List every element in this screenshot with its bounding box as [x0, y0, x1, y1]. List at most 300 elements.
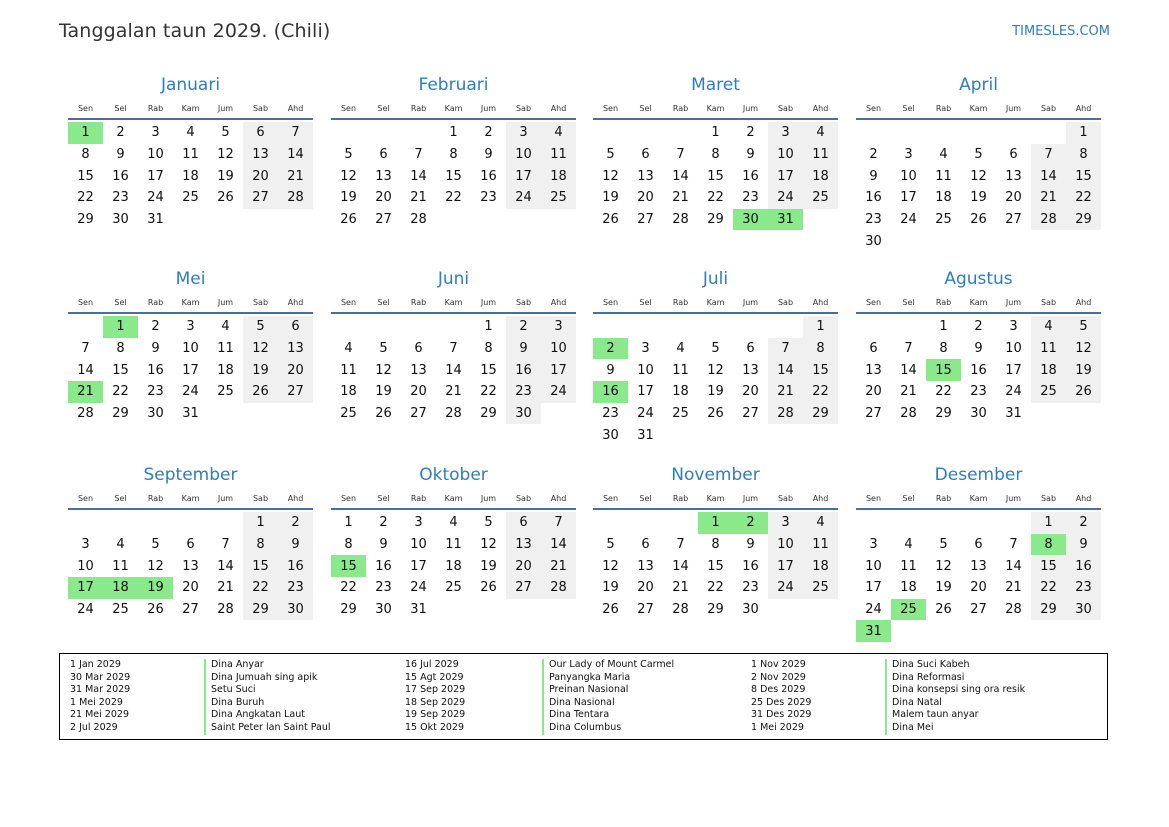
day-cell: 31: [147, 212, 164, 228]
weekday-label: Sel: [639, 103, 652, 113]
day-cell: 19: [340, 190, 357, 206]
day-cell: 17: [865, 580, 882, 596]
day-cell: 9: [869, 168, 878, 184]
empty-cell: [961, 512, 996, 534]
day-cell: 21: [278, 165, 313, 187]
holiday-date: 2 Jul 2029: [70, 721, 118, 733]
day-cell: 6: [869, 341, 878, 357]
day-cell: 22: [803, 381, 838, 403]
day-cell: 3: [151, 125, 160, 141]
day-cell: 6: [278, 316, 313, 338]
day-cell: 28: [900, 406, 917, 422]
day-cell: 20: [278, 359, 313, 381]
weekday-label: Ahd: [550, 297, 567, 307]
day-grid: [331, 122, 576, 230]
divider: [68, 118, 313, 120]
day-cell: 9: [278, 534, 313, 556]
weekday-label: Sab: [1040, 297, 1057, 307]
weekday-label: Kam: [969, 297, 988, 307]
day-cell: 8: [711, 537, 720, 553]
day-cell: 13: [637, 168, 654, 184]
day-cell: 25: [803, 187, 838, 209]
holiday-day: 21: [68, 381, 103, 403]
day-cell: 25: [182, 190, 199, 206]
day-cell: 18: [217, 362, 234, 378]
day-grid: [593, 122, 838, 230]
day-cell: 14: [410, 168, 427, 184]
day-cell: 2: [116, 125, 125, 141]
day-cell: 24: [900, 212, 917, 228]
month-februari: [331, 73, 576, 230]
day-cell: 20: [243, 165, 278, 187]
month-agustus: [856, 267, 1101, 424]
day-cell: 28: [77, 406, 94, 422]
day-cell: 12: [602, 558, 619, 574]
empty-cell: [891, 512, 926, 534]
day-cell: 3: [1009, 319, 1018, 335]
weekday-label: Sen: [77, 493, 94, 503]
holiday-name: Dina Nasional: [549, 696, 615, 708]
empty-cell: [401, 122, 436, 144]
day-cell: 4: [186, 125, 195, 141]
empty-cell: [593, 316, 628, 338]
month-name: Desember: [934, 465, 1023, 485]
day-cell: 15: [1066, 165, 1101, 187]
month-name: Maret: [691, 75, 740, 95]
day-cell: 4: [221, 319, 230, 335]
day-cell: 8: [484, 341, 493, 357]
day-cell: 8: [803, 338, 838, 360]
day-cell: 3: [869, 537, 878, 553]
weekday-label: Ahd: [1075, 103, 1092, 113]
holiday-dates-col-1: [70, 659, 130, 735]
holiday-date: 1 Mei 2029: [751, 721, 804, 733]
day-cell: 11: [541, 144, 576, 166]
holiday-names-col-3: [885, 659, 1025, 735]
day-cell: 24: [506, 187, 541, 209]
holiday-day: 19: [138, 577, 173, 599]
day-cell: 9: [746, 537, 755, 553]
day-cell: 1: [711, 125, 720, 141]
day-cell: 25: [445, 580, 462, 596]
holiday-name: Dina Anyar: [211, 659, 264, 670]
weekday-label: Sen: [602, 297, 619, 307]
weekday-label: Jum: [742, 297, 759, 307]
day-cell: 1: [939, 319, 948, 335]
day-cell: 25: [935, 212, 952, 228]
day-cell: 8: [243, 534, 278, 556]
holiday-date: 1 Nov 2029: [751, 659, 806, 670]
holiday-name: Dina Columbus: [549, 721, 622, 733]
day-cell: 20: [506, 555, 541, 577]
day-cell: 23: [506, 381, 541, 403]
day-cell: 14: [77, 362, 94, 378]
holiday-dates-col-2: [405, 659, 465, 735]
day-cell: 9: [1066, 534, 1101, 556]
weekday-label: Sel: [902, 493, 915, 503]
day-cell: 26: [480, 580, 497, 596]
weekday-label: Sab: [515, 493, 532, 503]
day-cell: 27: [506, 577, 541, 599]
holiday-date: 15 Okt 2029: [405, 721, 465, 733]
day-cell: 7: [676, 537, 685, 553]
empty-cell: [926, 122, 961, 144]
empty-cell: [926, 512, 961, 534]
day-cell: 10: [182, 341, 199, 357]
weekday-label: Ahd: [287, 297, 304, 307]
day-cell: 30: [865, 233, 882, 249]
holiday-name: Setu Suci: [211, 684, 256, 696]
holiday-dates-col-3: [751, 659, 811, 735]
day-cell: 29: [1031, 599, 1066, 621]
month-name: Januari: [160, 75, 221, 95]
holiday-name: Dina konsepsi sing ora resik: [892, 684, 1026, 696]
day-cell: 17: [900, 190, 917, 206]
day-cell: 17: [541, 359, 576, 381]
day-cell: 25: [1031, 381, 1066, 403]
day-cell: 27: [637, 602, 654, 618]
day-cell: 6: [641, 537, 650, 553]
day-cell: 14: [672, 558, 689, 574]
day-cell: 5: [379, 341, 388, 357]
day-cell: 16: [112, 168, 129, 184]
day-cell: 24: [1005, 384, 1022, 400]
day-cell: 29: [707, 212, 724, 228]
holiday-date: 15 Agt 2029: [405, 671, 464, 683]
day-cell: 6: [641, 147, 650, 163]
day-cell: 12: [243, 338, 278, 360]
day-cell: 15: [480, 362, 497, 378]
day-cell: 8: [449, 147, 458, 163]
day-cell: 10: [541, 338, 576, 360]
day-cell: 27: [865, 406, 882, 422]
day-cell: 27: [742, 406, 759, 422]
month-januari: [68, 73, 313, 230]
weekday-label: Sel: [639, 493, 652, 503]
weekday-label: Sel: [114, 493, 127, 503]
day-cell: 2: [974, 319, 983, 335]
day-cell: 2: [1066, 512, 1101, 534]
month-mei: [68, 267, 313, 424]
weekday-header: [856, 98, 1101, 118]
day-cell: 15: [707, 168, 724, 184]
day-grid: [331, 316, 576, 424]
day-cell: 1: [344, 515, 353, 531]
holiday-date: 16 Jul 2029: [405, 659, 459, 670]
day-cell: 19: [375, 384, 392, 400]
day-grid: [68, 512, 313, 620]
day-cell: 19: [602, 190, 619, 206]
day-cell: 25: [217, 384, 234, 400]
day-cell: 10: [410, 537, 427, 553]
day-cell: 20: [182, 580, 199, 596]
holiday-day: 1: [698, 512, 733, 534]
day-cell: 5: [151, 537, 160, 553]
weekday-label: Sel: [902, 297, 915, 307]
day-cell: 31: [182, 406, 199, 422]
day-cell: 4: [344, 341, 353, 357]
day-cell: 5: [1066, 316, 1101, 338]
day-cell: 15: [445, 168, 462, 184]
empty-cell: [366, 122, 401, 144]
day-cell: 9: [151, 341, 160, 357]
day-cell: 3: [768, 512, 803, 534]
day-cell: 13: [970, 558, 987, 574]
day-cell: 21: [768, 381, 803, 403]
weekday-label: Ahd: [287, 103, 304, 113]
holiday-name: Dina Mei: [892, 721, 934, 733]
day-cell: 6: [379, 147, 388, 163]
day-cell: 24: [410, 580, 427, 596]
day-cell: 9: [506, 338, 541, 360]
day-cell: 4: [803, 512, 838, 534]
day-cell: 13: [410, 362, 427, 378]
day-cell: 21: [410, 190, 427, 206]
day-cell: 28: [541, 577, 576, 599]
month-juni: [331, 267, 576, 424]
weekday-label: Jum: [742, 103, 759, 113]
empty-cell: [208, 512, 243, 534]
day-cell: 11: [112, 558, 129, 574]
month-november: [593, 463, 838, 620]
weekday-label: Ahd: [1075, 297, 1092, 307]
day-cell: 24: [182, 384, 199, 400]
holiday-name: Dina Angkatan Laut: [211, 709, 305, 721]
day-cell: 21: [1031, 187, 1066, 209]
day-cell: 21: [672, 580, 689, 596]
day-cell: 3: [768, 122, 803, 144]
day-cell: 7: [449, 341, 458, 357]
day-cell: 6: [974, 537, 983, 553]
day-cell: 15: [243, 555, 278, 577]
day-cell: 8: [1066, 144, 1101, 166]
weekday-label: Sen: [77, 297, 94, 307]
day-cell: 10: [506, 144, 541, 166]
day-cell: 31: [1005, 406, 1022, 422]
empty-cell: [593, 512, 628, 534]
day-cell: 8: [939, 341, 948, 357]
day-cell: 3: [541, 316, 576, 338]
holiday-day: 31: [768, 209, 803, 231]
day-cell: 7: [676, 147, 685, 163]
day-cell: 14: [217, 558, 234, 574]
empty-cell: [996, 512, 1031, 534]
weekday-label: Ahd: [1075, 493, 1092, 503]
day-cell: 10: [900, 168, 917, 184]
day-cell: 25: [340, 406, 357, 422]
day-cell: 13: [742, 362, 759, 378]
weekday-label: Sab: [777, 297, 794, 307]
day-cell: 19: [480, 558, 497, 574]
day-cell: 11: [672, 362, 689, 378]
day-cell: 24: [768, 577, 803, 599]
holiday-day: 16: [593, 381, 628, 403]
day-cell: 13: [865, 362, 882, 378]
day-cell: 22: [77, 190, 94, 206]
empty-cell: [856, 316, 891, 338]
day-cell: 10: [865, 558, 882, 574]
weekday-label: Kam: [969, 493, 988, 503]
day-cell: 29: [77, 212, 94, 228]
month-oktober: [331, 463, 576, 620]
day-cell: 19: [243, 359, 278, 381]
day-cell: 9: [116, 147, 125, 163]
day-cell: 13: [375, 168, 392, 184]
day-cell: 26: [602, 212, 619, 228]
day-cell: 20: [637, 580, 654, 596]
day-cell: 21: [217, 580, 234, 596]
weekday-label: Kam: [706, 493, 725, 503]
month-name: Juli: [702, 269, 729, 289]
day-cell: 4: [1031, 316, 1066, 338]
weekday-label: Kam: [181, 297, 200, 307]
weekday-label: Ahd: [287, 493, 304, 503]
day-cell: 3: [506, 122, 541, 144]
weekday-label: Kam: [706, 103, 725, 113]
day-cell: 14: [672, 168, 689, 184]
day-cell: 19: [707, 384, 724, 400]
day-cell: 27: [182, 602, 199, 618]
day-cell: 16: [865, 190, 882, 206]
day-cell: 13: [278, 338, 313, 360]
day-cell: 7: [541, 512, 576, 534]
weekday-label: Jum: [480, 297, 497, 307]
empty-cell: [663, 122, 698, 144]
weekday-label: Kam: [181, 493, 200, 503]
weekday-label: Sel: [377, 297, 390, 307]
day-cell: 7: [1009, 537, 1018, 553]
day-cell: 22: [445, 190, 462, 206]
weekday-label: Sen: [340, 493, 357, 503]
day-cell: 14: [900, 362, 917, 378]
day-cell: 20: [865, 384, 882, 400]
day-cell: 8: [81, 147, 90, 163]
day-cell: 17: [182, 362, 199, 378]
day-cell: 29: [243, 599, 278, 621]
weekday-label: Sen: [602, 493, 619, 503]
day-cell: 28: [278, 187, 313, 209]
holiday-date: 18 Sep 2029: [405, 696, 466, 708]
day-cell: 29: [480, 406, 497, 422]
day-cell: 2: [746, 125, 755, 141]
day-cell: 5: [484, 515, 493, 531]
site-link[interactable]: TIMESLES.COM: [1012, 24, 1110, 39]
day-cell: 14: [1031, 165, 1066, 187]
weekday-label: Rab: [672, 493, 689, 503]
empty-cell: [366, 316, 401, 338]
empty-cell: [628, 122, 663, 144]
day-cell: 5: [939, 537, 948, 553]
day-cell: 28: [1005, 602, 1022, 618]
day-cell: 21: [541, 555, 576, 577]
day-cell: 21: [672, 190, 689, 206]
day-cell: 11: [935, 168, 952, 184]
holiday-date: 21 Mei 2029: [70, 709, 129, 721]
day-cell: 3: [904, 147, 913, 163]
day-cell: 18: [541, 165, 576, 187]
day-cell: 23: [480, 190, 497, 206]
divider: [331, 508, 576, 510]
day-cell: 24: [77, 602, 94, 618]
month-name: November: [671, 465, 760, 485]
day-grid: [856, 316, 1101, 424]
day-cell: 5: [711, 341, 720, 357]
day-grid: [856, 122, 1101, 252]
day-cell: 23: [742, 190, 759, 206]
day-cell: 14: [445, 362, 462, 378]
day-cell: 30: [1066, 599, 1101, 621]
day-cell: 9: [379, 537, 388, 553]
holiday-name: Dina Suci Kabeh: [892, 659, 970, 670]
weekday-label: Jum: [217, 493, 234, 503]
day-cell: 12: [480, 537, 497, 553]
day-cell: 23: [375, 580, 392, 596]
weekday-label: Kam: [969, 103, 988, 113]
day-cell: 18: [803, 555, 838, 577]
day-cell: 29: [803, 403, 838, 425]
weekday-label: Rab: [410, 103, 427, 113]
divider: [593, 508, 838, 510]
weekday-label: Kam: [444, 493, 463, 503]
day-cell: 28: [217, 602, 234, 618]
day-cell: 26: [147, 602, 164, 618]
day-cell: 1: [803, 316, 838, 338]
weekday-label: Jum: [217, 103, 234, 113]
day-cell: 6: [506, 512, 541, 534]
day-cell: 6: [186, 537, 195, 553]
day-cell: 9: [606, 362, 615, 378]
day-cell: 29: [707, 602, 724, 618]
month-september: [68, 463, 313, 620]
empty-cell: [1031, 122, 1066, 144]
holiday-name: Dina Tentara: [549, 709, 610, 721]
holiday-day: 17: [68, 577, 103, 599]
day-cell: 23: [865, 212, 882, 228]
day-cell: 13: [506, 534, 541, 556]
empty-cell: [856, 122, 891, 144]
day-cell: 6: [414, 341, 423, 357]
day-cell: 17: [410, 558, 427, 574]
day-cell: 18: [340, 384, 357, 400]
holiday-name: Dina Jumuah sing apik: [211, 671, 318, 683]
day-cell: 20: [1005, 190, 1022, 206]
day-cell: 18: [1031, 359, 1066, 381]
weekday-header: [593, 488, 838, 508]
divider: [331, 118, 576, 120]
weekday-label: Sen: [865, 493, 882, 503]
weekday-label: Jum: [480, 493, 497, 503]
holiday-day: 2: [733, 512, 768, 534]
weekday-header: [331, 488, 576, 508]
weekday-label: Rab: [935, 297, 952, 307]
weekday-label: Rab: [672, 297, 689, 307]
weekday-label: Sab: [252, 103, 269, 113]
holiday-date: 30 Mar 2029: [70, 671, 131, 683]
holiday-date: 1 Jan 2029: [70, 659, 121, 670]
holiday-date: 25 Des 2029: [751, 696, 812, 708]
day-cell: 20: [970, 580, 987, 596]
divider: [68, 312, 313, 314]
weekday-label: Rab: [147, 103, 164, 113]
holiday-name: Panyangka Maria: [549, 671, 631, 683]
empty-cell: [698, 316, 733, 338]
day-cell: 30: [970, 406, 987, 422]
day-cell: 21: [1005, 580, 1022, 596]
empty-cell: [663, 512, 698, 534]
day-cell: 5: [606, 537, 615, 553]
weekday-label: Sab: [252, 297, 269, 307]
day-cell: 26: [970, 212, 987, 228]
